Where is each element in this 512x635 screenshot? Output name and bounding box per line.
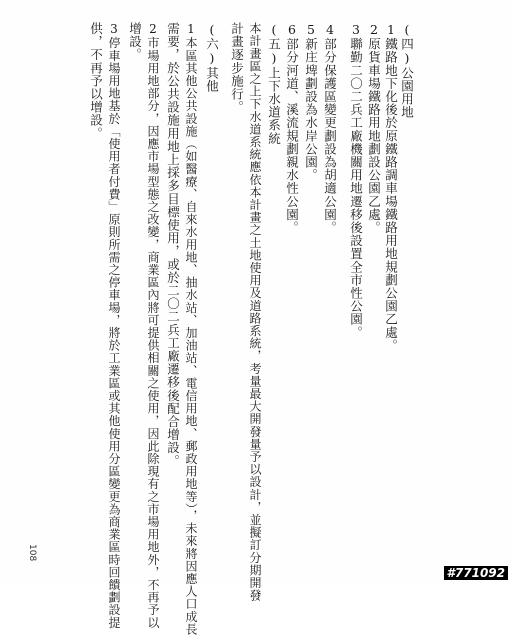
paragraph: 本計畫區之上下水道系統應依本計畫之土地使用及道路系統，考量最大開發量予以設計，並擬訂分期開發 bbox=[248, 22, 262, 602]
heading-water-system: (五)上下水道系統 bbox=[266, 22, 282, 145]
heading-park-land: (四)公園用地 bbox=[399, 22, 415, 119]
list-item: 3停車場用地基於「使用者付費」原則所需之停車場，將於工業區或其他使用分區變更為商業區時回饋劃設提 bbox=[107, 22, 121, 629]
list-item: 1本區其他公共設施（如醫療、自來水用地、抽水站、加油站、電信用地、郵政用地等），未來將因應人口成長 bbox=[184, 22, 198, 635]
watermark-id: #771092 bbox=[444, 566, 508, 580]
heading-other: (六)其他 bbox=[204, 22, 220, 93]
list-item: 供，不再予以增設。 bbox=[88, 22, 104, 140]
list-item: 1鐵路地下化後於原鐵路調車場鐵路用地規劃公園乙處。 bbox=[383, 22, 399, 352]
list-item: 2原貨車場鐵路用地劃設公園乙處。 bbox=[366, 22, 382, 235]
list-item: 3聯勤二〇二兵工廠機關用地遷移後設置全市性公園。 bbox=[348, 22, 364, 339]
list-item: 增設。 bbox=[127, 22, 143, 62]
list-item: 2市場用地部分，因應市場型態之改變，商業區內將可提供相關之使用，因此除現有之市場用地外，不再予以 bbox=[146, 22, 160, 629]
page-number: 108 bbox=[27, 544, 37, 562]
list-item: 6部分河道、溪流規劃親水性公園。 bbox=[284, 22, 300, 235]
list-item: 5新庄埤劃設為水岸公園。 bbox=[303, 22, 319, 182]
paragraph: 計畫逐步施行。 bbox=[229, 22, 245, 114]
list-item: 4部分保護區變更劃設為胡適公園。 bbox=[322, 22, 338, 235]
list-item: 需要，於公共設施用地上採多目標使用，或於二〇二兵工廠遷移後配合增設。 bbox=[165, 22, 181, 468]
